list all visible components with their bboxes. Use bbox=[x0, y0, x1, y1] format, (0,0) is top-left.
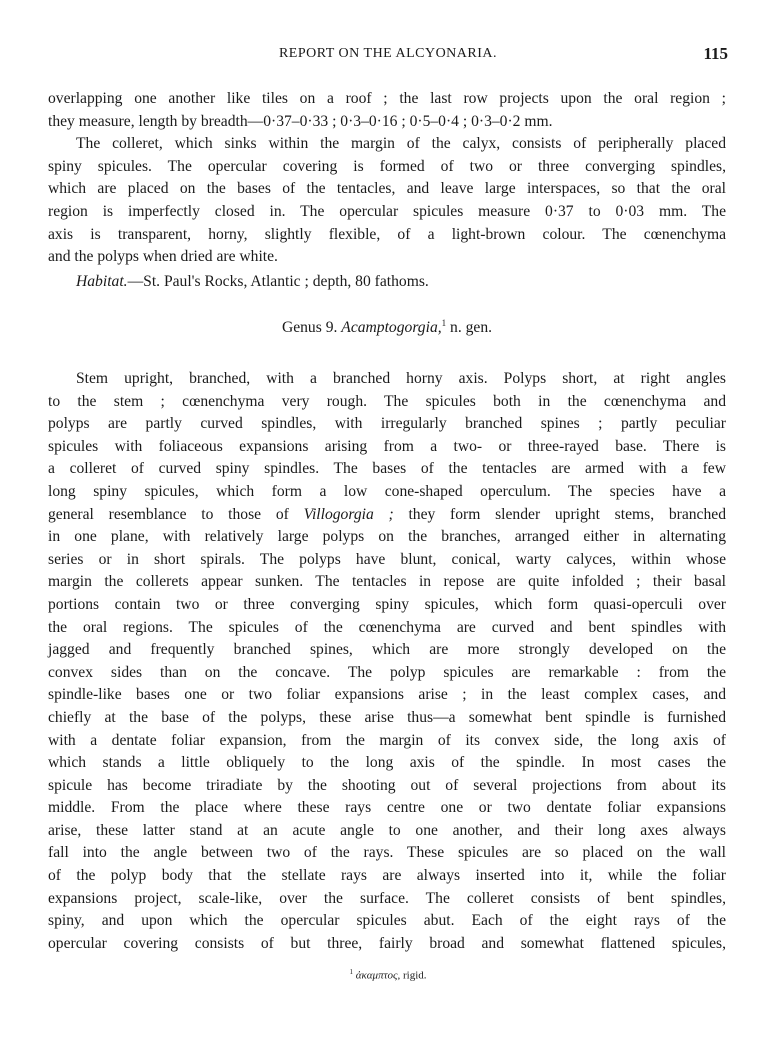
habitat-label: Habitat. bbox=[76, 272, 128, 290]
text-line: spiny, and upon which the opercular spicules abut. Each of the eight rays of the bbox=[48, 912, 726, 930]
text-line: axis is transparent, horny, slightly flexible, of a light-brown colour. The cœnenchyma bbox=[48, 225, 726, 243]
text-line: of the polyp body that the stellate rays are always inserted into it, while the foliar bbox=[48, 867, 726, 885]
text-line: region is imperfectly closed in. The opercular spicules measure 0·37 to 0·03 mm. The bbox=[48, 202, 726, 220]
genus-heading bbox=[48, 318, 726, 337]
text-line: and the polyps when dried are white. bbox=[48, 248, 278, 266]
italic-genus-name: Villogorgia ; bbox=[303, 505, 394, 523]
habitat-line bbox=[48, 271, 726, 294]
text-line: spiny spicules. The opercular covering is formed of two or three converging spindles, bbox=[48, 157, 726, 175]
text-line: they measure, length by breadth—0·37–0·33 ; 0·3–0·16 ; 0·5–0·4 ; 0·3–0·2 mm. bbox=[48, 112, 553, 130]
text-line: polyps are partly curved spindles, with irregularly branched spines ; partly peculiar bbox=[48, 415, 726, 433]
genus-suffix: n. gen. bbox=[446, 319, 493, 337]
text-line: fall into the angle between two of the rays. These spicules are so placed on the wall bbox=[48, 844, 726, 862]
text-line: portions contain two or three converging spiny spicules, which form quasi-operculi over bbox=[48, 595, 726, 613]
text-line: spicule has become triradiate by the shooting out of several projections from about its bbox=[48, 776, 726, 794]
habitat-text: —St. Paul's Rocks, Atlantic ; depth, 80 fathoms. bbox=[127, 272, 429, 290]
text-line: long spiny spicules, which form a low cone-shaped operculum. The species have a bbox=[48, 482, 726, 500]
footnote-mark: 1 bbox=[349, 968, 353, 976]
text-line: spindle-like bases one or two foliar expansions arise ; in the least complex cases, and bbox=[48, 686, 726, 704]
running-title: REPORT ON THE ALCYONARIA. bbox=[278, 46, 498, 61]
text-line bbox=[48, 504, 726, 527]
text-line: series or in short spirals. The polyps have blunt, conical, warty calyces, within whose bbox=[48, 550, 726, 568]
text-line: Stem upright, branched, with a branched horny axis. Polyps short, at right angles bbox=[76, 370, 726, 387]
text-line: convex sides than on the concave. The polyp spicules are remarkable : from the bbox=[48, 663, 726, 681]
text-line: which are placed on the bases of the tentacles, and leave large interspaces, so that the oral bbox=[48, 180, 726, 198]
text-span: they form slender upright stems, branched bbox=[393, 505, 726, 523]
genus-name: Acamptogorgia, bbox=[341, 319, 442, 337]
text-line: jagged and frequently branched spines, which are more strongly developed on the bbox=[48, 641, 726, 659]
text-line: overlapping one another like tiles on a roof ; the last row projects upon the oral region ; bbox=[48, 90, 726, 107]
paragraph-block-2 bbox=[48, 368, 726, 955]
text-line: middle. From the place where these rays centre one or two dentate foliar expansions bbox=[48, 799, 726, 817]
text-line: margin the collerets appear sunken. The tentacles in repose are quite infolded ; their basal bbox=[48, 573, 726, 591]
text-line: spicules with foliaceous expansions arising from a two- or three-rayed base. There is bbox=[48, 437, 726, 455]
text-line: with a dentate foliar expansion, from the margin of its convex side, the long axis of bbox=[48, 731, 726, 749]
footnote bbox=[0, 968, 776, 982]
page-header bbox=[48, 46, 728, 68]
page-number: 115 bbox=[703, 44, 728, 63]
footnote-ref: 1 bbox=[441, 318, 447, 328]
footnote-greek: ἀκαμπτος, bbox=[355, 969, 401, 982]
text-line: arise, these latter stand at an acute angle to one another, and their long axes always bbox=[48, 821, 726, 839]
text-line: which stands a little obliquely to the long axis of the spindle. In most cases the bbox=[48, 754, 726, 772]
text-line: in one plane, with relatively large polyps on the branches, arranged either in alternating bbox=[48, 528, 726, 546]
text-line: the oral regions. The spicules of the cœnenchyma are curved and bent spindles with bbox=[48, 618, 726, 636]
text-line: chiefly at the base of the polyps, these arise thus—a somewhat bent spindle is furnished bbox=[48, 708, 726, 726]
genus-prefix: Genus 9. bbox=[281, 319, 342, 337]
text-line: expansions project, scale-like, over the surface. The colleret consists of bent spindles, bbox=[48, 889, 726, 907]
text-line: opercular covering consists of but three, fairly broad and somewhat flattened spicules, bbox=[48, 934, 726, 952]
paragraph-block-1 bbox=[48, 88, 726, 293]
text-line: a colleret of curved spiny spindles. The bases of the tentacles are armed with a few bbox=[48, 460, 726, 478]
text-line: The colleret, which sinks within the margin of the calyx, consists of peripherally placed bbox=[76, 135, 726, 153]
footnote-text: rigid. bbox=[400, 969, 427, 982]
text-span: general resemblance to those of bbox=[48, 505, 304, 523]
text-line: to the stem ; cœnenchyma very rough. The spicules both in the cœnenchyma and bbox=[48, 392, 726, 410]
